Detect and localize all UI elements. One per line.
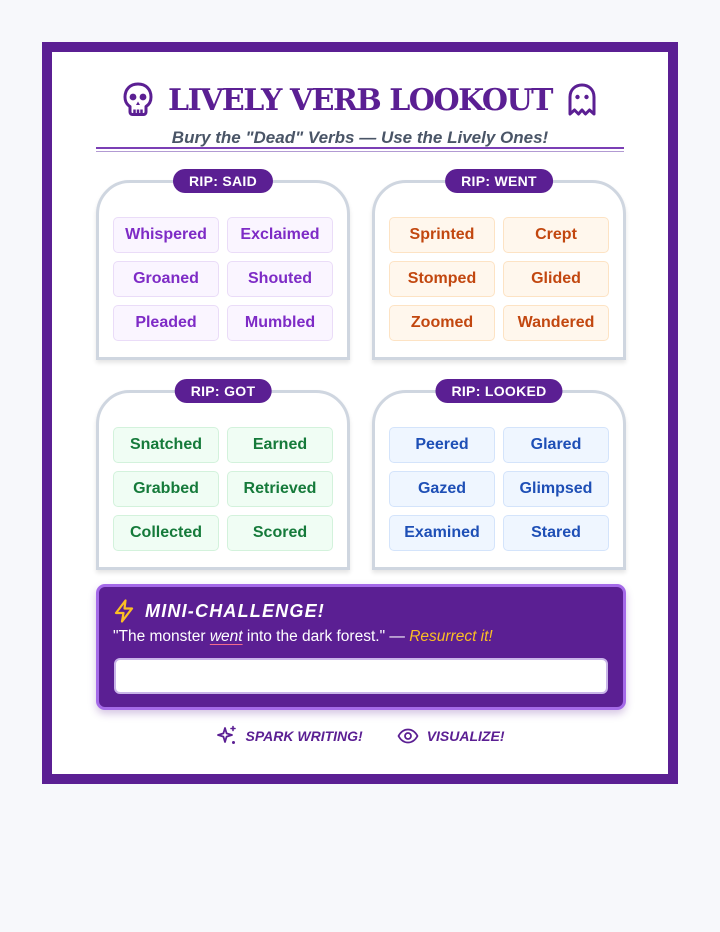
word-list [389,217,609,341]
spark-writing-label: SPARK WRITING! [245,728,363,744]
sentence-end: into the dark forest." — [242,628,410,645]
verb-chip[interactable]: Collected [113,515,219,551]
spark-writing-button[interactable] [216,725,363,747]
card-rip-got [96,383,350,570]
verb-chip[interactable]: Glimpsed [503,471,609,507]
verb-chip[interactable]: Grabbed [113,471,219,507]
sparkles-icon [216,725,238,747]
card-rip-looked [372,383,626,570]
resurrect-prompt: Resurrect it! [409,628,493,645]
verb-chip[interactable]: Crept [503,217,609,253]
verb-chip[interactable]: Wandered [503,305,609,341]
verb-chip[interactable]: Scored [227,515,333,551]
verb-chip[interactable]: Shouted [227,261,333,297]
verb-chip[interactable]: Mumbled [227,305,333,341]
lightning-icon [113,599,135,623]
verb-chip[interactable]: Glared [503,427,609,463]
worksheet [42,42,678,784]
verb-chip[interactable]: Glided [503,261,609,297]
card-label: RIP: SAID [173,169,273,193]
verb-chip[interactable]: Whispered [113,217,219,253]
word-list [389,427,609,551]
word-list [113,427,333,551]
visualize-label: VISUALIZE! [426,728,505,744]
verb-chip[interactable]: Gazed [389,471,495,507]
verb-chip[interactable]: Earned [227,427,333,463]
verb-chip[interactable]: Snatched [113,427,219,463]
card-rip-said [96,173,350,360]
sentence-start: "The monster [113,628,210,645]
verb-chip[interactable]: Stomped [389,261,495,297]
verb-chip[interactable]: Retrieved [227,471,333,507]
eye-icon [397,725,419,747]
visualize-button[interactable] [397,725,505,747]
footer-actions [52,725,668,747]
challenge-title: MINI-CHALLENGE! [145,600,325,621]
verb-chip[interactable]: Sprinted [389,217,495,253]
page-subtitle: Bury the "Dead" Verbs — Use the Lively Ones! [171,128,549,147]
title-row [52,78,668,122]
card-rip-went [372,173,626,360]
card-label: RIP: GOT [175,379,272,403]
skull-icon [122,82,154,118]
verb-chip[interactable]: Zoomed [389,305,495,341]
card-label: RIP: LOOKED [435,379,562,403]
header-divider [96,147,624,152]
verb-chip[interactable]: Pleaded [113,305,219,341]
mini-challenge-panel [96,584,626,710]
ghost-icon [566,82,598,118]
dead-verb: went [209,628,243,645]
challenge-sentence [113,628,493,646]
verb-chip[interactable]: Stared [503,515,609,551]
verb-card-grid [96,174,626,574]
word-list [113,217,333,341]
card-label: RIP: WENT [445,169,553,193]
page-title: LIVELY VERB LOOKOUT [168,82,552,118]
verb-chip[interactable]: Examined [389,515,495,551]
verb-chip[interactable]: Exclaimed [227,217,333,253]
header [52,78,668,148]
challenge-answer-input[interactable] [114,658,608,694]
verb-chip[interactable]: Peered [389,427,495,463]
challenge-header [113,599,325,623]
verb-chip[interactable]: Groaned [113,261,219,297]
